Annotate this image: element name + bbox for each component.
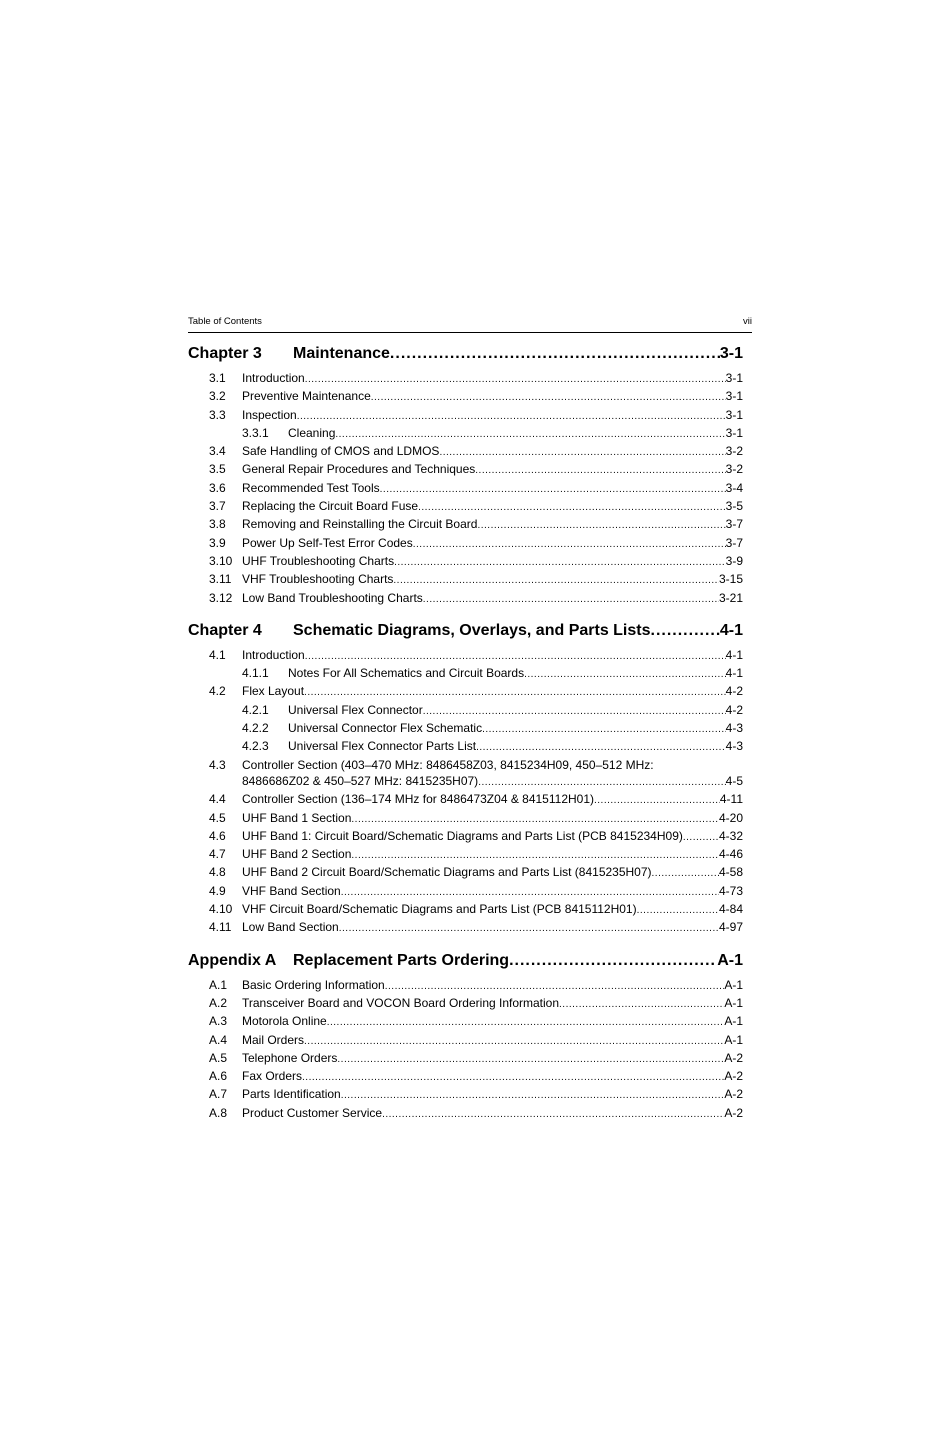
dot-leader [339,921,719,937]
dot-leader [559,997,724,1013]
section-number: 4.2.3 [242,739,269,754]
toc-entry[interactable] [188,810,743,828]
section-title: Preventive Maintenance [242,389,371,404]
toc-entry[interactable] [188,1086,743,1104]
section-page: 3-21 [718,590,743,605]
dot-leader [351,812,719,828]
section-number: 3.5 [209,462,226,477]
section-page: 3-9 [725,553,743,568]
section-title: Introduction [242,371,305,385]
dot-leader [482,722,726,738]
section-number: 3.9 [209,535,226,550]
toc-entry[interactable] [188,498,743,516]
section-title: Inspection [242,407,297,422]
toc-entry[interactable] [188,480,743,498]
dot-leader [302,1070,724,1086]
section-number: 4.4 [209,792,226,807]
dot-leader [439,445,725,461]
dot-leader [304,685,726,701]
section-number: 4.1 [209,647,226,662]
section-title: UHF Band 1: Circuit Board/Schematic Diagrams and Parts List (PCB 8415234H09) [242,828,683,843]
section-number: A.2 [209,995,228,1010]
section-title: Flex Layout [242,684,305,699]
chapter-page: 3-1 [719,345,743,362]
toc-entry[interactable] [188,995,743,1013]
dot-leader [390,345,720,363]
chapter-title: Maintenance [293,345,390,362]
toc-entry[interactable] [188,647,743,665]
section-number: 4.2.1 [242,702,269,717]
dot-leader [651,622,720,640]
dot-leader [341,1088,725,1104]
section-page: 4-58 [718,865,743,880]
section-number: A.5 [209,1050,228,1065]
section-number: 3.6 [209,480,226,495]
dot-leader [413,537,726,553]
toc-entry[interactable] [188,1105,743,1123]
section-number: A.1 [209,977,228,992]
toc-entry[interactable] [188,791,743,809]
section-title: Universal Flex Connector Parts List [288,739,477,754]
dot-leader [418,500,726,516]
section-page: 4-1 [725,647,743,662]
toc-entry[interactable] [188,535,743,553]
dot-leader [385,979,725,995]
section-page: 4-32 [718,828,743,843]
toc-entry-list [188,647,752,938]
section-title: Cleaning [288,425,336,440]
section-number: 3.12 [209,590,233,605]
toc-page [188,316,752,1137]
section-number: 4.2.2 [242,721,269,736]
toc-entry[interactable] [188,590,743,608]
dot-leader [475,463,725,479]
toc-entry[interactable] [188,407,743,425]
section-page: 4-2 [725,702,743,717]
toc-entry[interactable] [188,683,743,701]
toc-entry[interactable] [188,1013,743,1031]
toc-entry-list [188,977,752,1123]
dot-leader [423,592,719,608]
chapter-heading[interactable] [188,952,743,970]
toc-entry[interactable] [188,370,743,388]
section-page: 3-2 [725,462,743,477]
section-title: Safe Handling of CMOS and LDMOS [242,444,440,459]
dot-leader [393,573,719,589]
section-title: Mail Orders [242,1032,305,1047]
section-number: A.4 [209,1032,228,1047]
toc-entry[interactable] [188,1068,743,1086]
section-page: A-2 [724,1069,743,1084]
dot-leader [337,1052,724,1068]
dot-leader [327,1015,725,1031]
section-number: 4.8 [209,865,226,880]
chapter-heading[interactable] [188,345,743,363]
toc-entry[interactable] [188,757,743,792]
dot-leader [524,667,726,683]
dot-leader [382,1107,724,1123]
section-title: Product Customer Service [242,1105,383,1120]
section-page: A-2 [724,1105,743,1120]
section-page: 3-1 [725,425,743,440]
section-page: 4-11 [719,792,743,807]
dot-leader [297,409,726,425]
section-number: 4.6 [209,828,226,843]
section-title: General Repair Procedures and Techniques [242,462,476,477]
header-page-number: vii [743,316,752,327]
section-number: 3.4 [209,444,226,459]
dot-leader [394,555,726,571]
section-page: A-1 [724,1014,743,1029]
toc-subentry[interactable] [188,425,743,443]
toc-subentry[interactable] [188,702,743,720]
section-page: 3-7 [725,535,743,550]
section-title: Telephone Orders [242,1050,338,1065]
toc-entry[interactable] [188,919,743,937]
toc-body [188,345,752,1123]
section-page: 3-1 [725,389,743,404]
section-number: 3.7 [209,499,226,514]
dot-leader [509,952,717,970]
toc-entry[interactable] [188,553,743,571]
section-title: Parts Identification [242,1087,341,1102]
section-page: 4-84 [718,902,743,917]
section-title: Replacing the Circuit Board Fuse [242,499,419,514]
section-number: A.6 [209,1069,228,1084]
section-page: A-2 [724,1087,743,1102]
chapter-label: Appendix A [188,951,277,969]
section-number: 3.8 [209,517,226,532]
section-page: 3-15 [718,572,743,587]
section-title: Universal Connector Flex Schematic [288,721,483,736]
toc-entry[interactable] [188,1032,743,1050]
chapter-title: Replacement Parts Ordering [293,951,510,969]
section-number: 3.2 [209,389,226,404]
dot-leader [341,885,719,901]
section-title: Motorola Online [242,1014,327,1029]
section-title: Fax Orders [242,1069,303,1084]
section-title: UHF Band 2 Section [242,847,352,862]
section-page: 4-46 [718,847,743,862]
section-number: A.3 [209,1014,228,1029]
section-title: Introduction [242,647,305,662]
section-number: 3.3.1 [242,425,269,440]
section-number: 4.1.1 [242,666,269,681]
toc-entry[interactable] [188,443,743,461]
section-title: Notes For All Schematics and Circuit Boards [288,666,525,681]
section-title: UHF Troubleshooting Charts [242,553,395,568]
dot-leader [304,1034,724,1050]
section-number: 4.10 [209,902,233,917]
section-page: 3-5 [725,499,743,514]
section-title: Universal Flex Connector [288,702,423,717]
section-title: Basic Ordering Information [242,977,385,992]
section-page: 3-1 [725,371,743,385]
toc-entry-list [188,370,752,608]
toc-entry[interactable] [188,977,743,995]
dot-leader [335,427,725,443]
dot-leader [305,649,726,665]
toc-subentry[interactable] [188,720,743,738]
section-title: UHF Band 1 Section [242,810,352,825]
dot-leader [478,775,725,791]
dot-leader [371,390,726,406]
section-page: 3-7 [725,517,743,532]
section-title: Controller Section (403–470 MHz: 8486458Z03, 8415234H09, 450–512 MHz: [242,757,654,772]
section-page: 4-2 [725,684,743,699]
section-title: Power Up Self-Test Error Codes [242,535,413,550]
section-title: Recommended Test Tools [242,480,380,495]
section-number: 4.2 [209,684,226,699]
section-page: A-1 [724,1032,743,1047]
section-title: Transceiver Board and VOCON Board Ordering Information [242,995,560,1010]
section-number: 4.7 [209,847,226,862]
header-title: Table of Contents [188,316,262,327]
section-page: A-1 [724,995,743,1010]
chapter-page: A-1 [717,951,743,969]
chapter-page: 4-1 [719,621,743,639]
running-header [188,316,752,333]
section-title: VHF Circuit Board/Schematic Diagrams and Parts List (PCB 8415112H01) [242,902,637,917]
section-number: 3.1 [209,371,226,385]
section-page: 4-3 [725,739,743,754]
toc-entry-line [188,773,743,791]
section-title: VHF Troubleshooting Charts [242,572,394,587]
toc-entry[interactable] [188,864,743,882]
section-page: 4-5 [725,773,743,788]
dot-leader [637,903,719,919]
dot-leader [380,482,726,498]
dot-leader [594,793,720,809]
chapter-heading[interactable] [188,622,743,640]
section-title: Removing and Reinstalling the Circuit Board [242,517,478,532]
section-number: 4.5 [209,810,226,825]
chapter-label: Chapter 3 [188,345,262,362]
section-title: VHF Band Section [242,883,341,898]
section-title-continued: 8486686Z02 & 450–527 MHz: 8415235H07) [242,773,479,788]
toc-entry[interactable] [188,1050,743,1068]
toc-entry[interactable] [188,388,743,406]
section-page: A-1 [724,977,743,992]
toc-entry[interactable] [188,571,743,589]
section-number: 3.3 [209,407,226,422]
dot-leader [423,704,726,720]
section-number: 3.11 [209,572,232,587]
section-page: 4-97 [718,920,743,935]
section-page: 4-3 [725,721,743,736]
dot-leader [477,518,725,534]
section-page: A-2 [724,1050,743,1065]
section-page: 3-2 [725,444,743,459]
section-number: 4.11 [209,920,232,935]
toc-entry-line [188,757,743,773]
dot-leader [476,740,726,756]
toc-entry[interactable] [188,846,743,864]
section-title: Controller Section (136–174 MHz for 8486473Z04 & 8415112H01) [242,792,594,807]
toc-entry[interactable] [188,901,743,919]
dot-leader [683,830,719,846]
section-number: 3.10 [209,553,233,568]
section-page: 3-4 [725,480,743,495]
section-title: Low Band Section [242,920,339,935]
section-number: A.7 [209,1087,228,1102]
toc-entry[interactable] [188,883,743,901]
section-number: 4.3 [209,757,226,772]
toc-entry[interactable] [188,828,743,846]
toc-entry[interactable] [188,516,743,534]
section-page: 4-1 [725,666,743,681]
dot-leader [351,848,719,864]
chapter-label: Chapter 4 [188,621,262,639]
toc-subentry[interactable] [188,738,743,756]
section-title: Low Band Troubleshooting Charts [242,590,423,605]
toc-subentry[interactable] [188,665,743,683]
section-page: 3-1 [725,407,743,422]
section-page: 4-20 [718,810,743,825]
dot-leader [652,866,719,882]
section-number: A.8 [209,1105,228,1120]
section-number: 4.9 [209,883,226,898]
dot-leader [305,372,726,388]
section-page: 4-73 [718,883,743,898]
toc-entry[interactable] [188,461,743,479]
chapter-title: Schematic Diagrams, Overlays, and Parts Lists [293,621,651,639]
section-title: UHF Band 2 Circuit Board/Schematic Diagrams and Parts List (8415235H07) [242,865,652,880]
